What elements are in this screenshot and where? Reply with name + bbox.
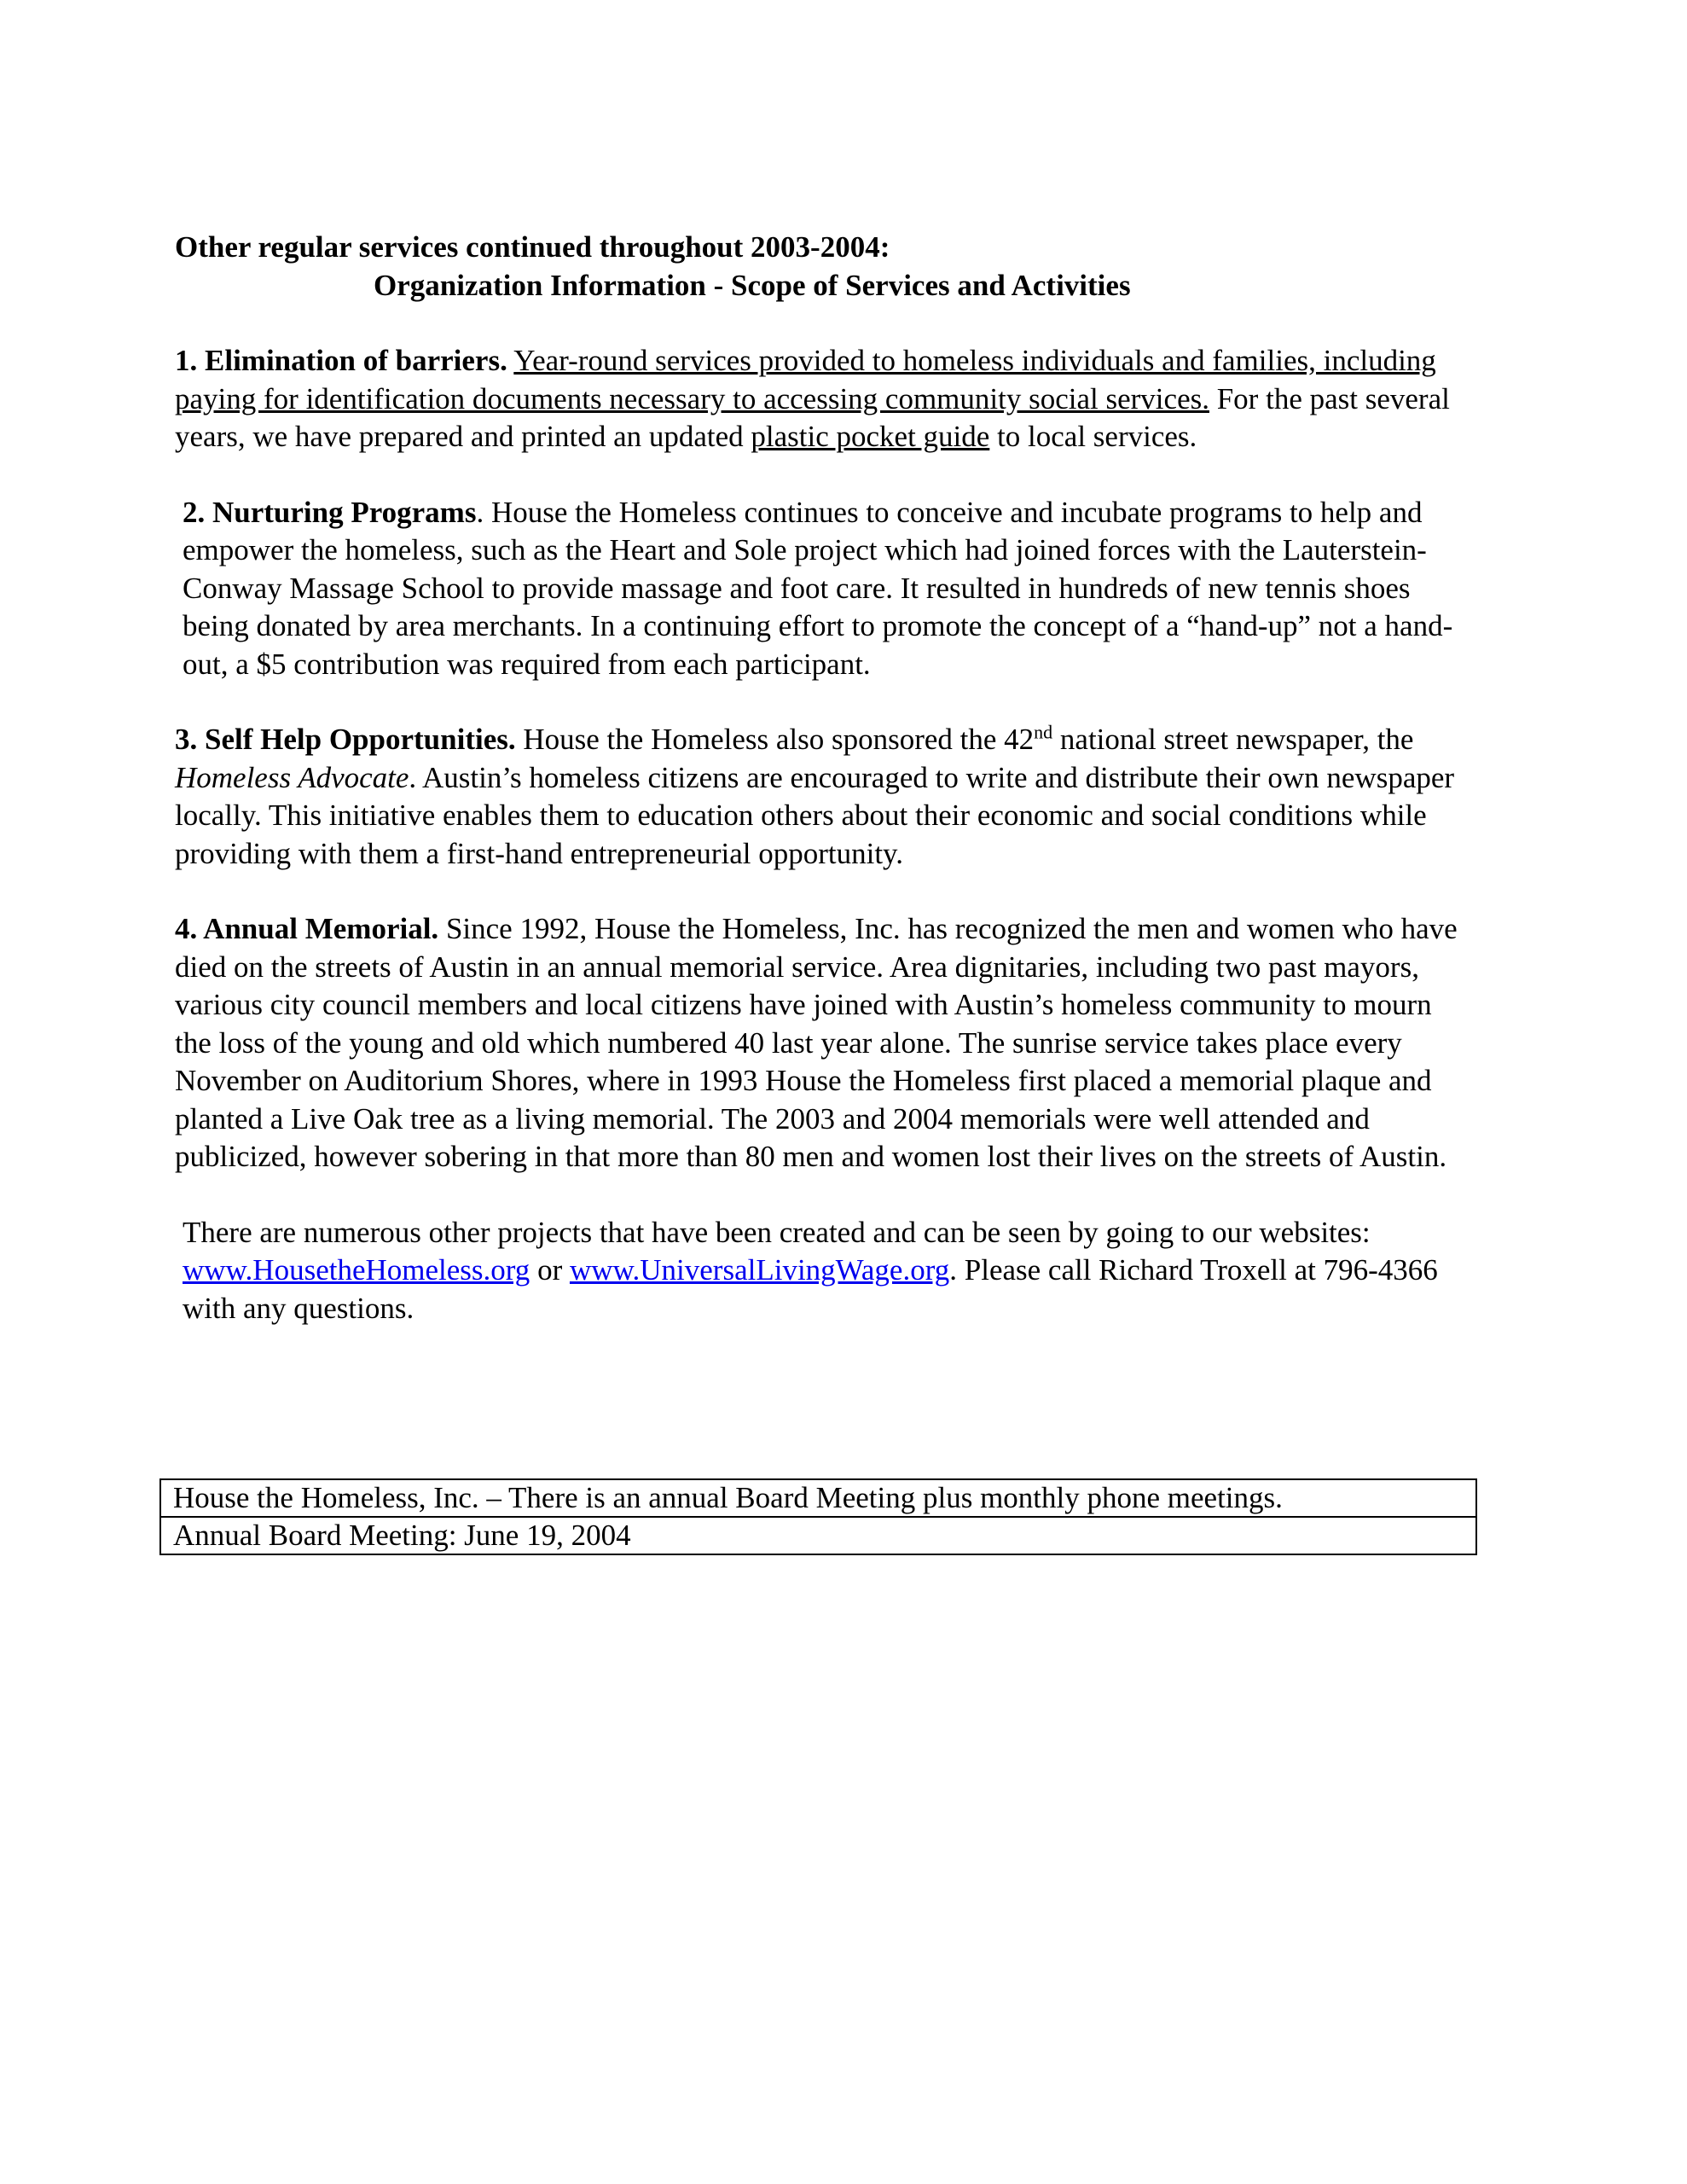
section-text: House the Homeless also sponsored the 42 (523, 723, 1035, 756)
closing-paragraph (175, 1214, 1471, 1328)
section-text: . House the Homeless continues to conceive and incubate programs to help and empower the homeless, such as the Heart and Sole project which had joined forces with the Lauterstein-Conway Massage School to provide massage and foot care. It resulted in hundreds of new tennis shoes being donated by area merchants. In a continuing effort to promote the concept of a “hand-up” not a hand-out, a $5 contribution was required from each participant. (183, 495, 1453, 681)
section-text: For the past several years, we have prepared and printed an updated (175, 381, 1450, 453)
section-elimination-of-barriers (175, 342, 1471, 456)
table-row (160, 1479, 1476, 1517)
section-annual-memorial (175, 910, 1471, 1176)
section-text: Since 1992, House the Homeless, Inc. has recognized the men and women who have died on the streets of Austin in an annual memorial service. Area dignitaries, including two past mayors, various city council members and local citizens have joined with Austin’s homeless community to mourn the loss of the young and old which numbered 40 last year alone. The sunrise service takes place every November on Auditorium Shores, where in 1993 House the Homeless first placed a memorial plaque and planted a Live Oak tree as a living memorial. The 2003 and 2004 memorials were well attended and publicized, however sobering in that more than 80 men and women lost their lives on the streets of Austin. (175, 912, 1458, 1173)
table-cell: Annual Board Meeting: June 19, 2004 (160, 1517, 1476, 1554)
section-text: . Austin’s homeless citizens are encouraged to write and distribute their own newspaper locally. This initiative enables them to education others about their economic and social conditions while providing with them a first-hand entrepreneurial opportunity. (175, 760, 1455, 870)
section-heading: 3. Self Help Opportunities. (175, 723, 516, 756)
newspaper-title: Homeless Advocate (175, 760, 409, 794)
document-subheading: Organization Information - Scope of Services and Activities (374, 268, 1131, 302)
link-universal-living-wage[interactable]: www.UniversalLivingWage.org (569, 1253, 950, 1287)
section-text: national street newspaper, the (1059, 723, 1414, 756)
superscript: nd (1034, 721, 1053, 743)
closing-text: There are numerous other projects that have been created and can be seen by going to our websites: (183, 1215, 1371, 1249)
pocket-guide-text: plastic pocket guide (751, 420, 990, 453)
section-nurturing-programs (175, 494, 1471, 684)
board-meeting-table (159, 1478, 1477, 1555)
closing-text: . Please call Richard Troxell at 796-4366 with any questions. (183, 1253, 1438, 1325)
section-self-help (175, 721, 1471, 873)
underlined-text: Year-round services provided to homeless individuals and families, including paying for identification documents necessary to accessing community social services. (175, 344, 1436, 415)
document-body (175, 229, 1471, 1365)
section-text: to local services. (997, 420, 1197, 453)
table-row (160, 1517, 1476, 1554)
section-heading: 4. Annual Memorial. (175, 912, 439, 945)
table-cell: House the Homeless, Inc. – There is an annual Board Meeting plus monthly phone meetings. (160, 1479, 1476, 1517)
document-heading: Other regular services continued throughout 2003-2004: (175, 230, 890, 264)
closing-text: or (537, 1253, 563, 1287)
section-heading: 1. Elimination of barriers. (175, 344, 507, 377)
section-heading: 2. Nurturing Programs (183, 495, 477, 529)
link-house-the-homeless[interactable]: www.HousetheHomeless.org (183, 1253, 530, 1287)
